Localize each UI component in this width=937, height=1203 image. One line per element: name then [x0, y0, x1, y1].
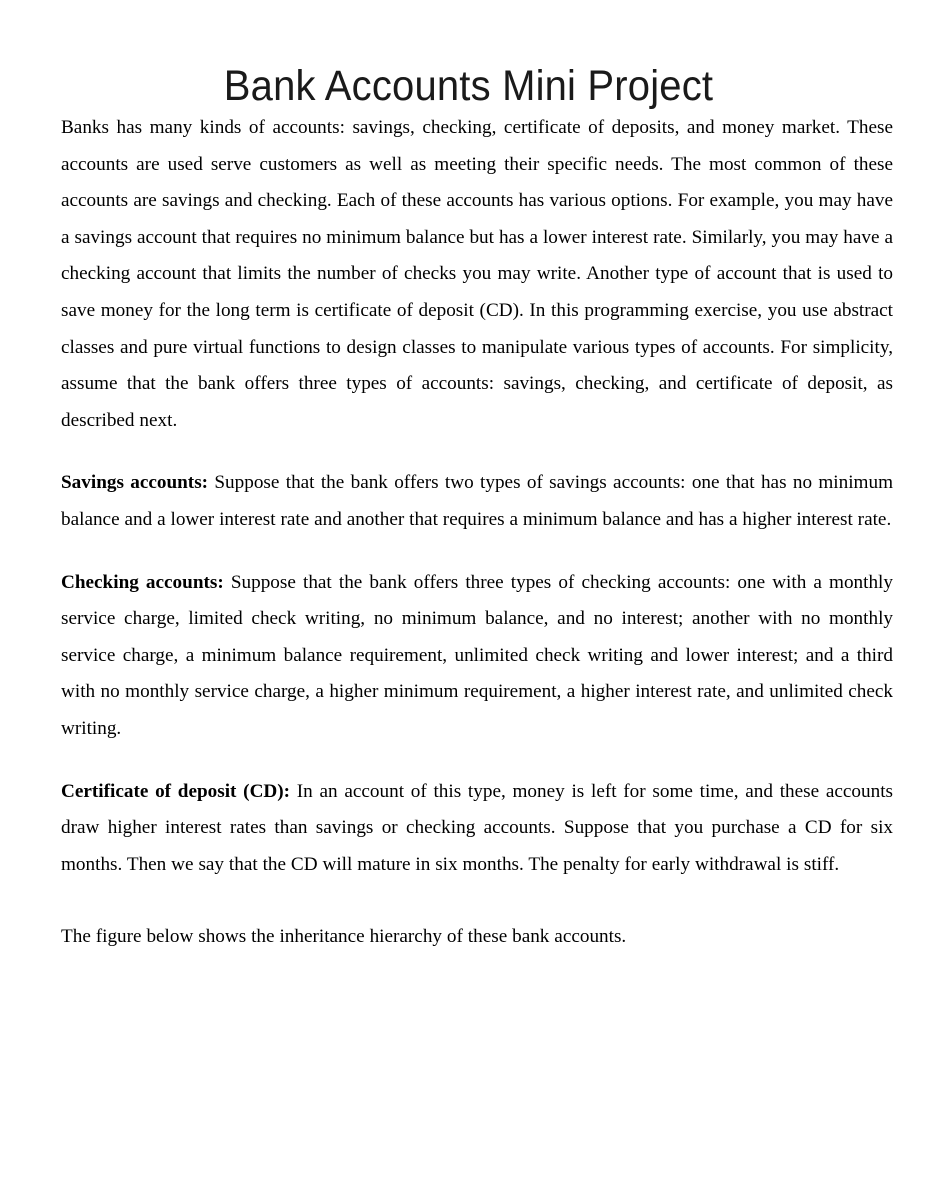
- paragraph-certificate-of-deposit: [61, 774, 893, 884]
- paragraph-spacer: [61, 909, 893, 919]
- paragraph-cd-lead: Certificate of deposit (CD):: [61, 780, 291, 802]
- paragraph-savings-text: Suppose that the bank offers two types of savings accounts: one that has no minimum balance and a lower interest rate and another that requires a minimum balance and has a higher interest rate.: [61, 472, 893, 530]
- paragraph-checking: [61, 565, 893, 748]
- paragraph-checking-text: Suppose that the bank offers three types of checking accounts: one with a monthly service charge, limited check writing, no minimum balance, and no interest; another with no monthly service charge, a minimum balance requirement, unlimited check writing and lower interest; and a third with no monthly service charge, a higher minimum requirement, a higher interest rate, and unlimited check writing.: [61, 571, 893, 739]
- paragraph-savings: [61, 465, 893, 538]
- document-body: [61, 110, 893, 956]
- page-title: Bank Accounts Mini Project: [223, 61, 714, 110]
- paragraph-figure-note-text: The figure below shows the inheritance hierarchy of these bank accounts.: [61, 926, 627, 948]
- paragraph-figure-note: [61, 919, 893, 956]
- paragraph-cd-text: In an account of this type, money is left for some time, and these accounts draw higher interest rates than savings or checking accounts. Suppose that you purchase a CD for six months. Then we say that the CD will mature in six months. The penalty for early withdrawal is stiff.: [61, 780, 893, 875]
- paragraph-savings-lead: Savings accounts:: [61, 472, 209, 494]
- paragraph-checking-lead: Checking accounts:: [61, 571, 224, 593]
- paragraph-intro-text: Banks has many kinds of accounts: savings, checking, certificate of deposits, and money market. These accounts are used serve customers as well as meeting their specific needs. The most common of these accounts are savings and checking. Each of these accounts has various options. For example, you may have a savings account that requires no minimum balance but has a lower interest rate. Similarly, you may have a checking account that limits the number of checks you may write. Another type of account that is used to save money for the long term is certificate of deposit (CD). In this programming exercise, you use abstract classes and pure virtual functions to design classes to manipulate various types of accounts. For simplicity, assume that the bank offers three types of accounts: savings, checking, and certificate of deposit, as described next.: [61, 117, 893, 431]
- paragraph-intro: [61, 110, 893, 439]
